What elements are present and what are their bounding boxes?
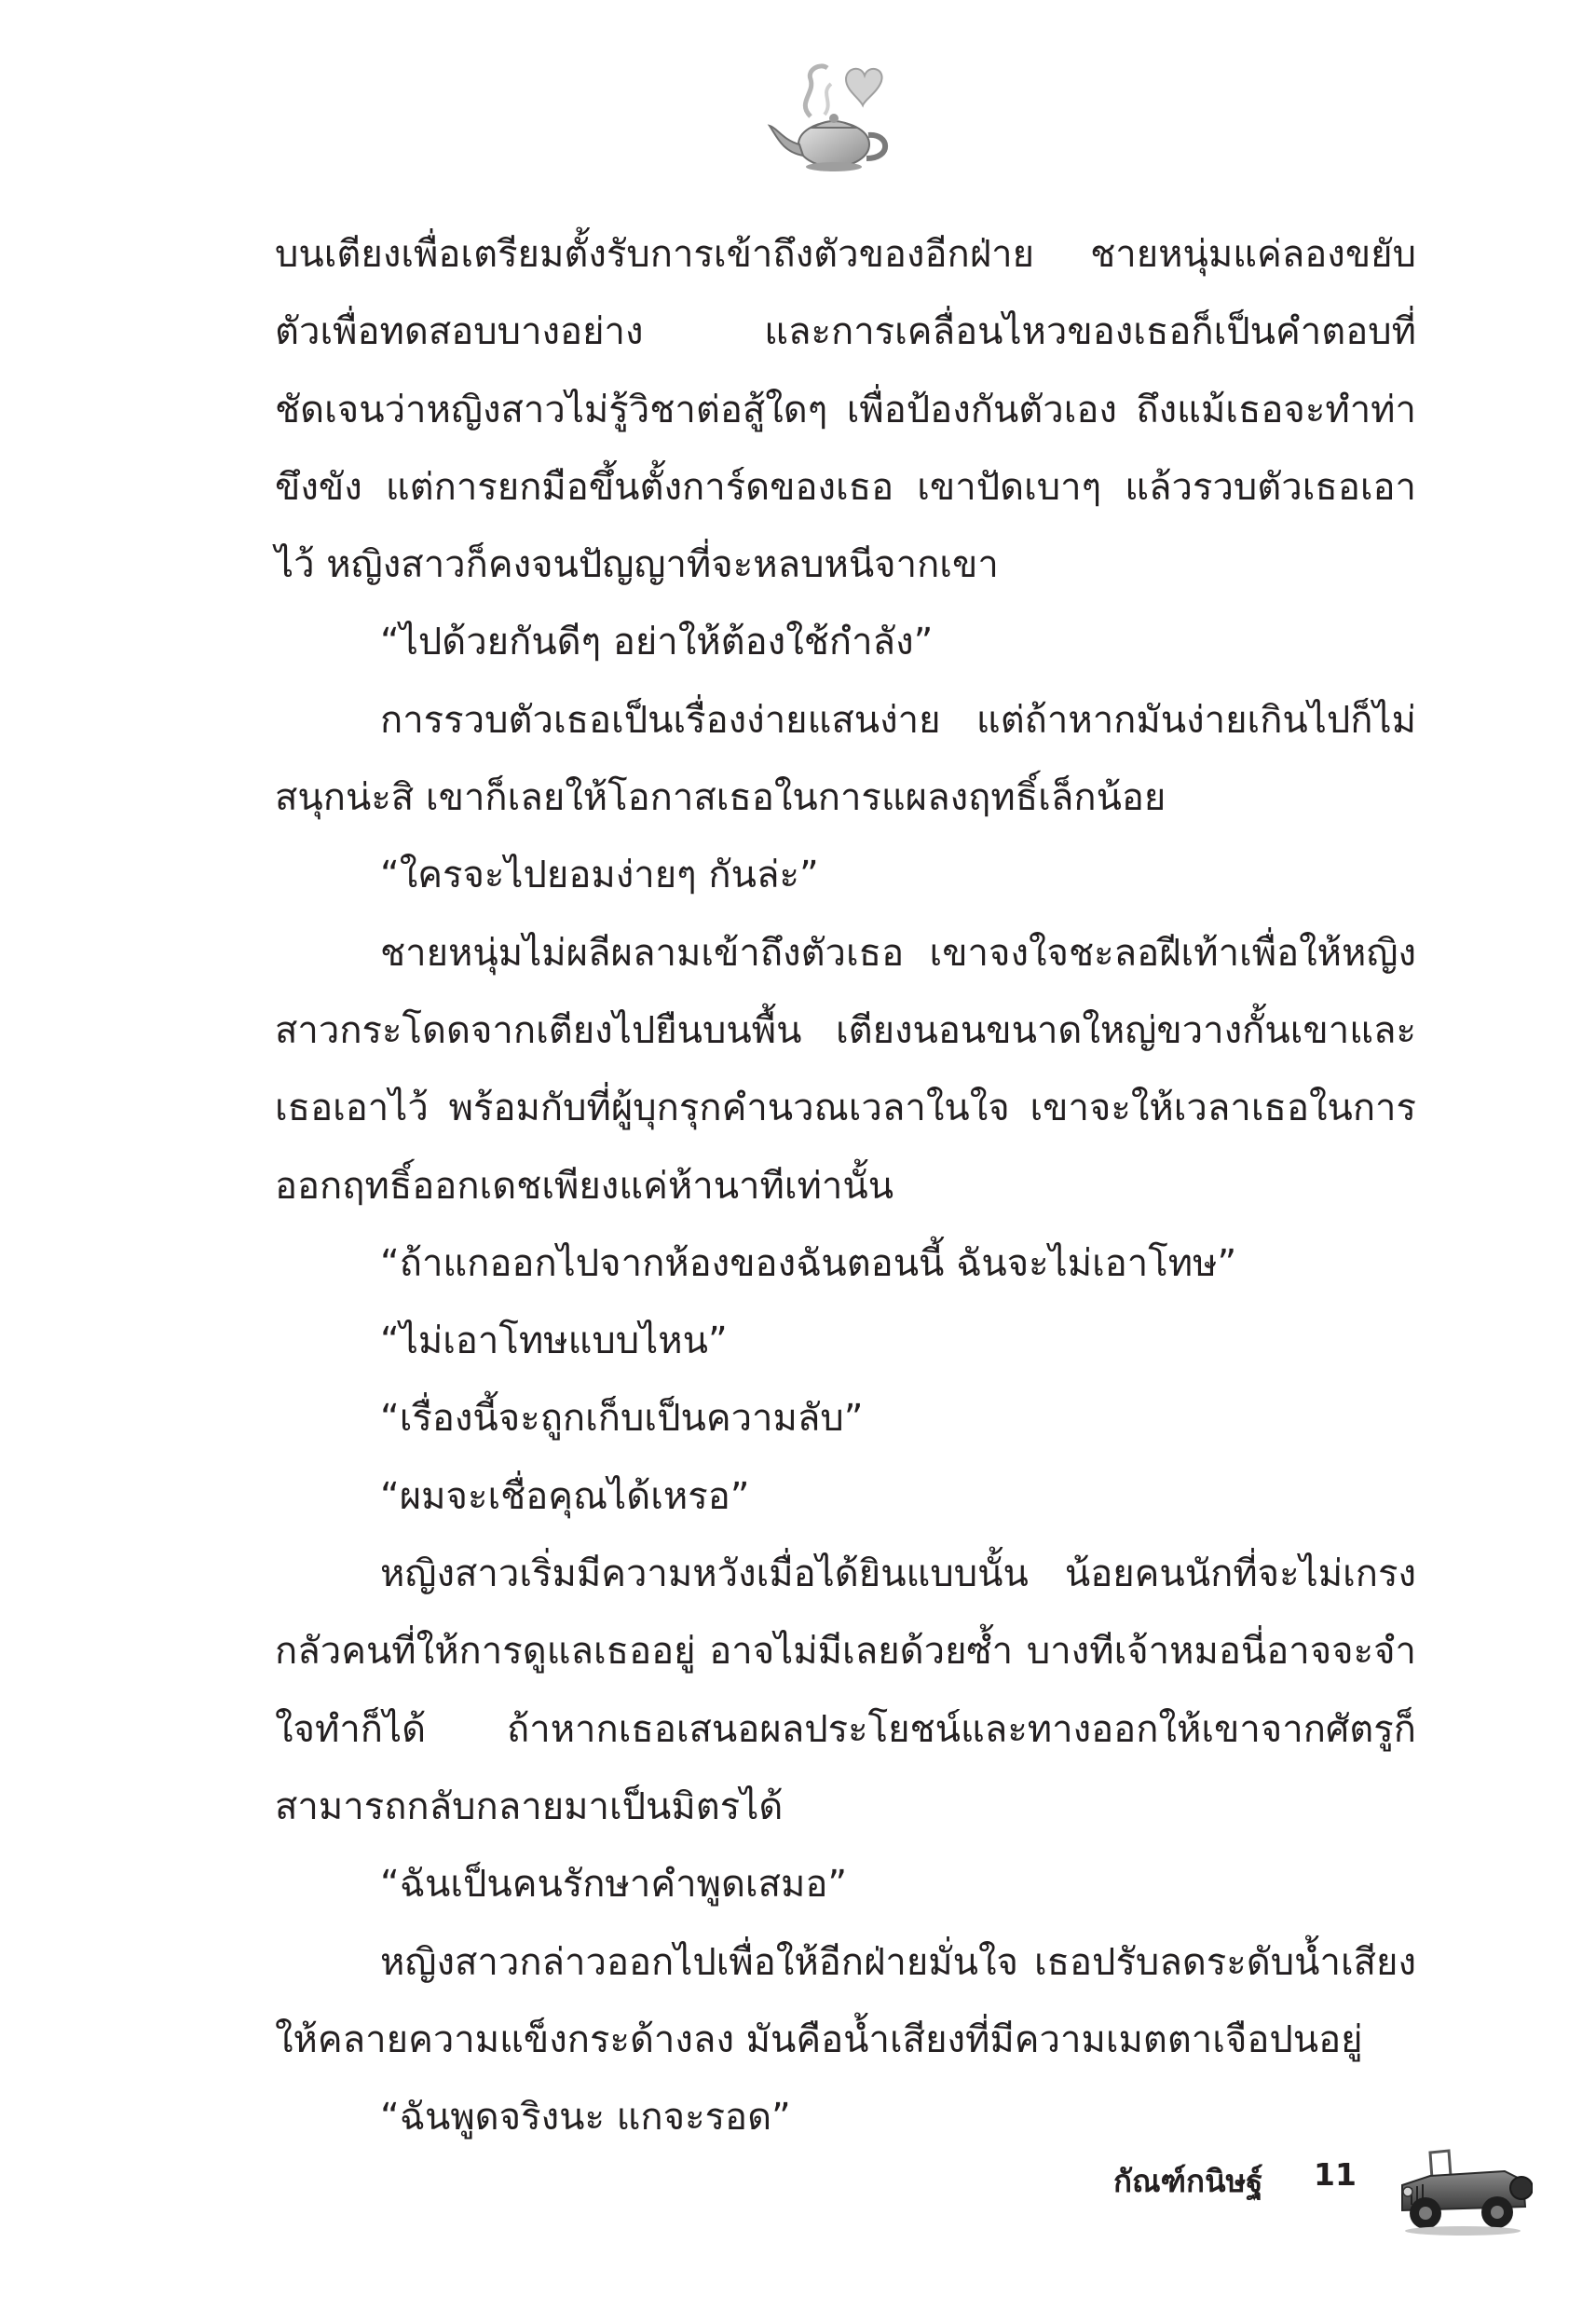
paragraph: ชายหนุ่มไม่ผลีผลามเข้าถึงตัวเธอ เขาจงใจชะลอฝีเท้าเพื่อให้หญิงสาวกระโดดจากเตียงไปยืนบนพื้น เตียงนอนขนาดใหญ่ขวางกั้นเขาและเธอเอาไว้ พร้อมกับที่ผู้บุกรุกคำนวณเวลาในใจ เขาจะให้เวลาเธอในการออกฤทธิ์ออกเดชเพียงแค่ห้านาทีเท่านั้น: [275, 931, 1416, 1208]
dialogue-line: “ไม่เอาโทษแบบไหน”: [380, 1320, 728, 1363]
paragraph: หญิงสาวเริ่มมีความหวังเมื่อได้ยินแบบนั้น น้อยคนนักที่จะไม่เกรงกลัวคนที่ให้การดูแลเธออยู่ อาจไม่มีเลยด้วยซ้ำ บางทีเจ้าหมอนี่อาจจะจำใจทำก็ได้ ถ้าหากเธอเสนอผลประโยชน์และทางออกให้เขาจากศัตรูก็สามารถกลับกลายมาเป็นมิตรได้: [275, 1552, 1416, 1828]
paragraph: หญิงสาวกล่าวออกไปเพื่อให้อีกฝ่ายมั่นใจ เธอปรับลดระดับน้ำเสียงให้คลายความแข็งกระด้างลง มันคือน้ำเสียงที่มีความเมตตาเจือปนอยู่: [275, 1940, 1416, 2061]
dialogue-line: “ผมจะเชื่อคุณได้เหรอ”: [380, 1474, 750, 1518]
paragraph: บนเตียงเพื่อเตรียมตั้งรับการเข้าถึงตัวของอีกฝ่าย ชายหนุ่มแค่ลองขยับตัวเพื่อทดสอบบางอย่าง และการเคลื่อนไหวของเธอก็เป็นคำตอบที่ชัดเจนว่าหญิงสาวไม่รู้วิชาต่อสู้ใดๆ เพื่อป้องกันตัวเอง ถึงแม้เธอจะทำท่าขึงขัง แต่การยกมือขึ้นตั้งการ์ดของเธอ เขาปัดเบาๆ แล้วรวบตัวเธอเอาไว้ หญิงสาวก็คงจนปัญญาที่จะหลบหนีจากเขา: [275, 233, 1416, 587]
dialogue-line: “ฉันเป็นคนรักษาคำพูดเสมอ”: [380, 1863, 848, 1907]
story-text: [275, 216, 1416, 2156]
page-footer: [0, 2134, 1596, 2255]
book-title: กัณฑ์กนิษฐ์: [1113, 2163, 1263, 2199]
dialogue-line: “ฉันพูดจริงนะ แกจะรอด”: [380, 2096, 791, 2140]
paragraph: การรวบตัวเธอเป็นเรื่องง่ายแสนง่าย แต่ถ้าหากมันง่ายเกินไปก็ไม่สนุกน่ะสิ เขาก็เลยให้โอกาสเธอในการแผลงฤทธิ์เล็กน้อย: [275, 698, 1416, 820]
dialogue-line: “เรื่องนี้จะถูกเก็บเป็นความลับ”: [380, 1397, 864, 1441]
dialogue-line: “ใครจะไปยอมง่ายๆ กันล่ะ”: [380, 854, 819, 897]
jeep-icon: [1393, 2134, 1533, 2236]
dialogue-line: “ถ้าแกออกไปจากห้องของฉันตอนนี้ ฉันจะไม่เอาโทษ”: [380, 1241, 1237, 1285]
dialogue-line: “ไปด้วยกันดีๆ อย่าให้ต้องใช้กำลัง”: [380, 621, 934, 664]
page-number: 11: [1314, 2156, 1357, 2193]
teapot-with-heart-icon: [745, 51, 913, 182]
